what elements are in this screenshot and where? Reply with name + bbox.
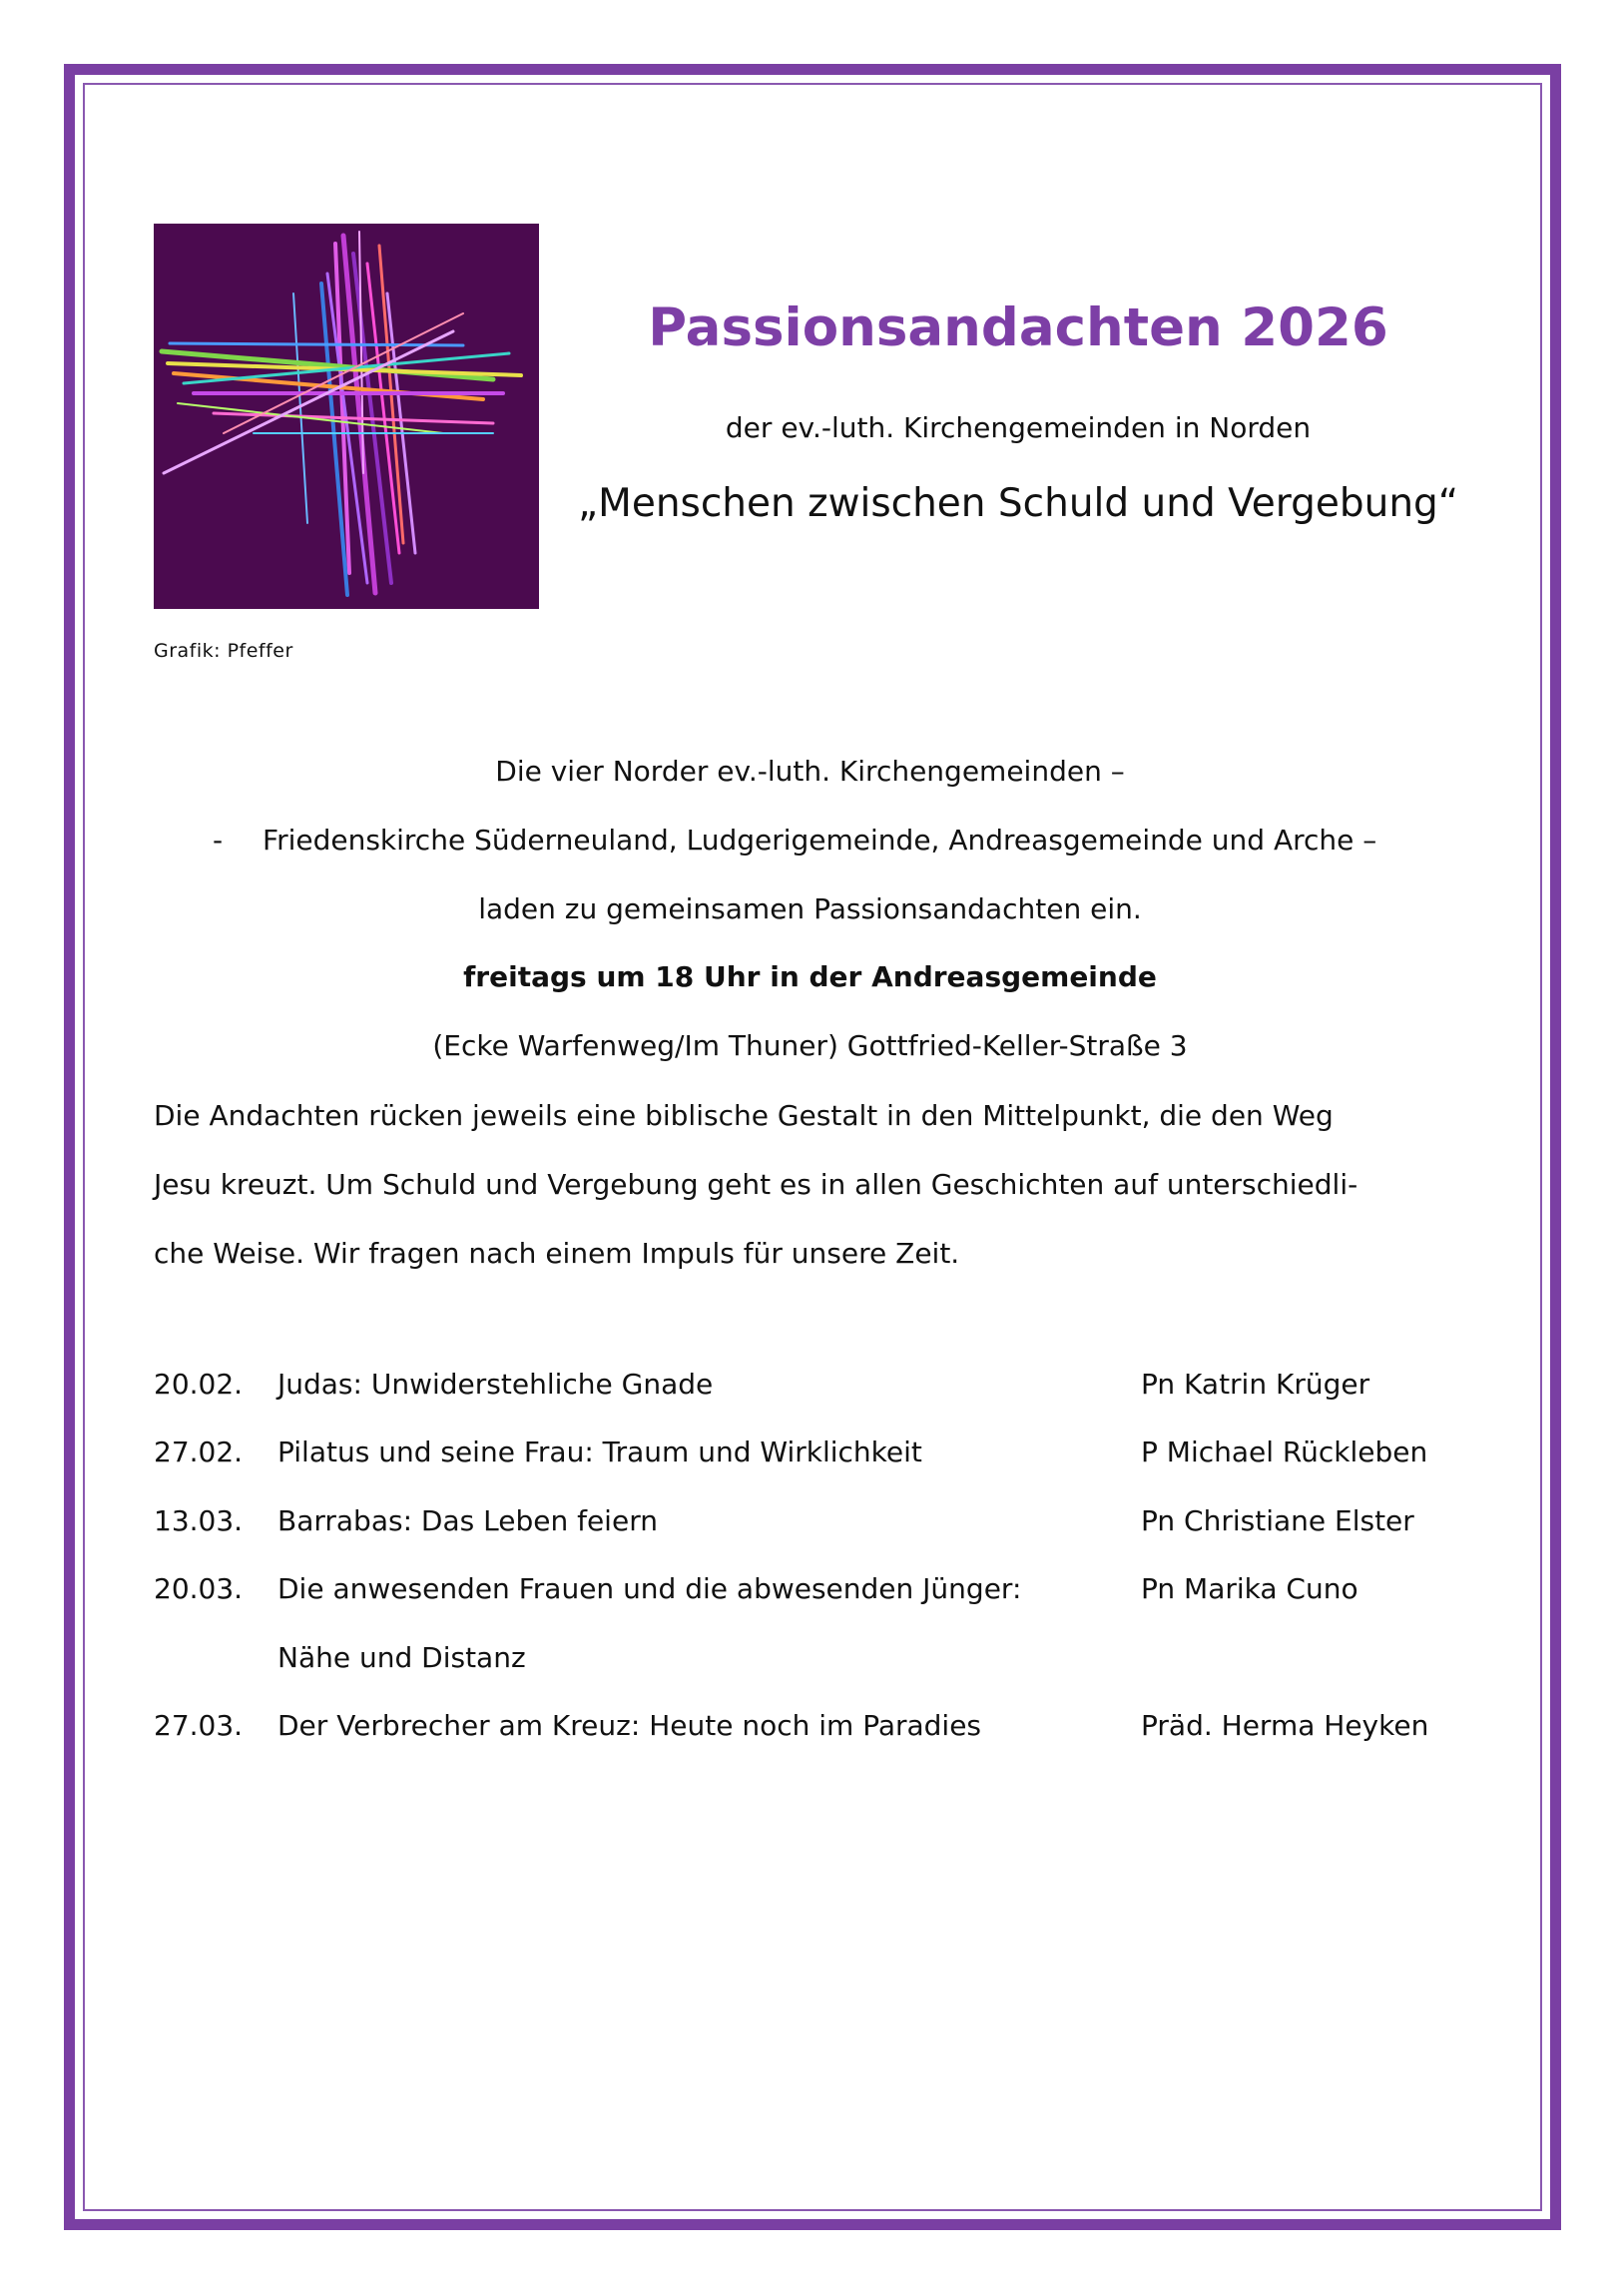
intro-line-1: Die vier Norder ev.-luth. Kirchengemeinden – bbox=[495, 755, 1125, 788]
schedule-person: P Michael Rückleben bbox=[1141, 1435, 1428, 1468]
schedule-title: Barrabas: Das Leben feiern bbox=[277, 1504, 658, 1537]
schedule-date: 13.03. bbox=[154, 1504, 244, 1537]
description-line-2: Jesu kreuzt. Um Schuld und Vergebung geht es in allen Geschichten auf unterschiedli- bbox=[154, 1168, 1358, 1201]
schedule-title: Pilatus und seine Frau: Traum und Wirklichkeit bbox=[277, 1435, 922, 1468]
event-time-place: freitags um 18 Uhr in der Andreasgemeinde bbox=[463, 960, 1157, 993]
series-theme: „Menschen zwischen Schuld und Vergebung“ bbox=[577, 481, 1459, 526]
schedule-person: Präd. Herma Heyken bbox=[1141, 1709, 1429, 1742]
page-title: Passionsandachten 2026 bbox=[648, 297, 1388, 358]
description-line-1: Die Andachten rücken jeweils eine biblische Gestalt in den Mittelpunkt, die den Weg bbox=[154, 1099, 1334, 1132]
event-address: (Ecke Warfenweg/Im Thuner) Gottfried-Keller-Straße 3 bbox=[432, 1029, 1188, 1062]
schedule-date: 20.02. bbox=[154, 1368, 244, 1401]
schedule-person: Pn Katrin Krüger bbox=[1141, 1368, 1370, 1401]
schedule-date: 27.02. bbox=[154, 1435, 244, 1468]
schedule-title-continued: Nähe und Distanz bbox=[277, 1641, 526, 1674]
schedule-person: Pn Marika Cuno bbox=[1141, 1572, 1358, 1605]
schedule-date: 27.03. bbox=[154, 1709, 244, 1742]
schedule-title: Der Verbrecher am Kreuz: Heute noch im Paradies bbox=[277, 1709, 982, 1742]
schedule-date: 20.03. bbox=[154, 1572, 244, 1605]
image-caption: Grafik: Pfeffer bbox=[154, 640, 293, 662]
cross-artwork bbox=[154, 224, 539, 609]
description-paragraph bbox=[154, 1081, 1481, 1288]
intro-line-3: laden zu gemeinsamen Passionsandachten ein. bbox=[478, 892, 1142, 925]
description-line-3: che Weise. Wir fragen nach einem Impuls für unsere Zeit. bbox=[154, 1237, 960, 1270]
schedule-person: Pn Christiane Elster bbox=[1141, 1504, 1414, 1537]
schedule-title: Die anwesenden Frauen und die abwesenden Jünger: bbox=[277, 1572, 1022, 1605]
schedule-title: Judas: Unwiderstehliche Gnade bbox=[277, 1368, 714, 1401]
page-subtitle: der ev.-luth. Kirchengemeinden in Norden bbox=[725, 411, 1312, 444]
intro-dash: - bbox=[213, 824, 224, 857]
intro-line-2: Friedenskirche Süderneuland, Ludgerigemeinde, Andreasgemeinde und Arche – bbox=[263, 824, 1377, 857]
